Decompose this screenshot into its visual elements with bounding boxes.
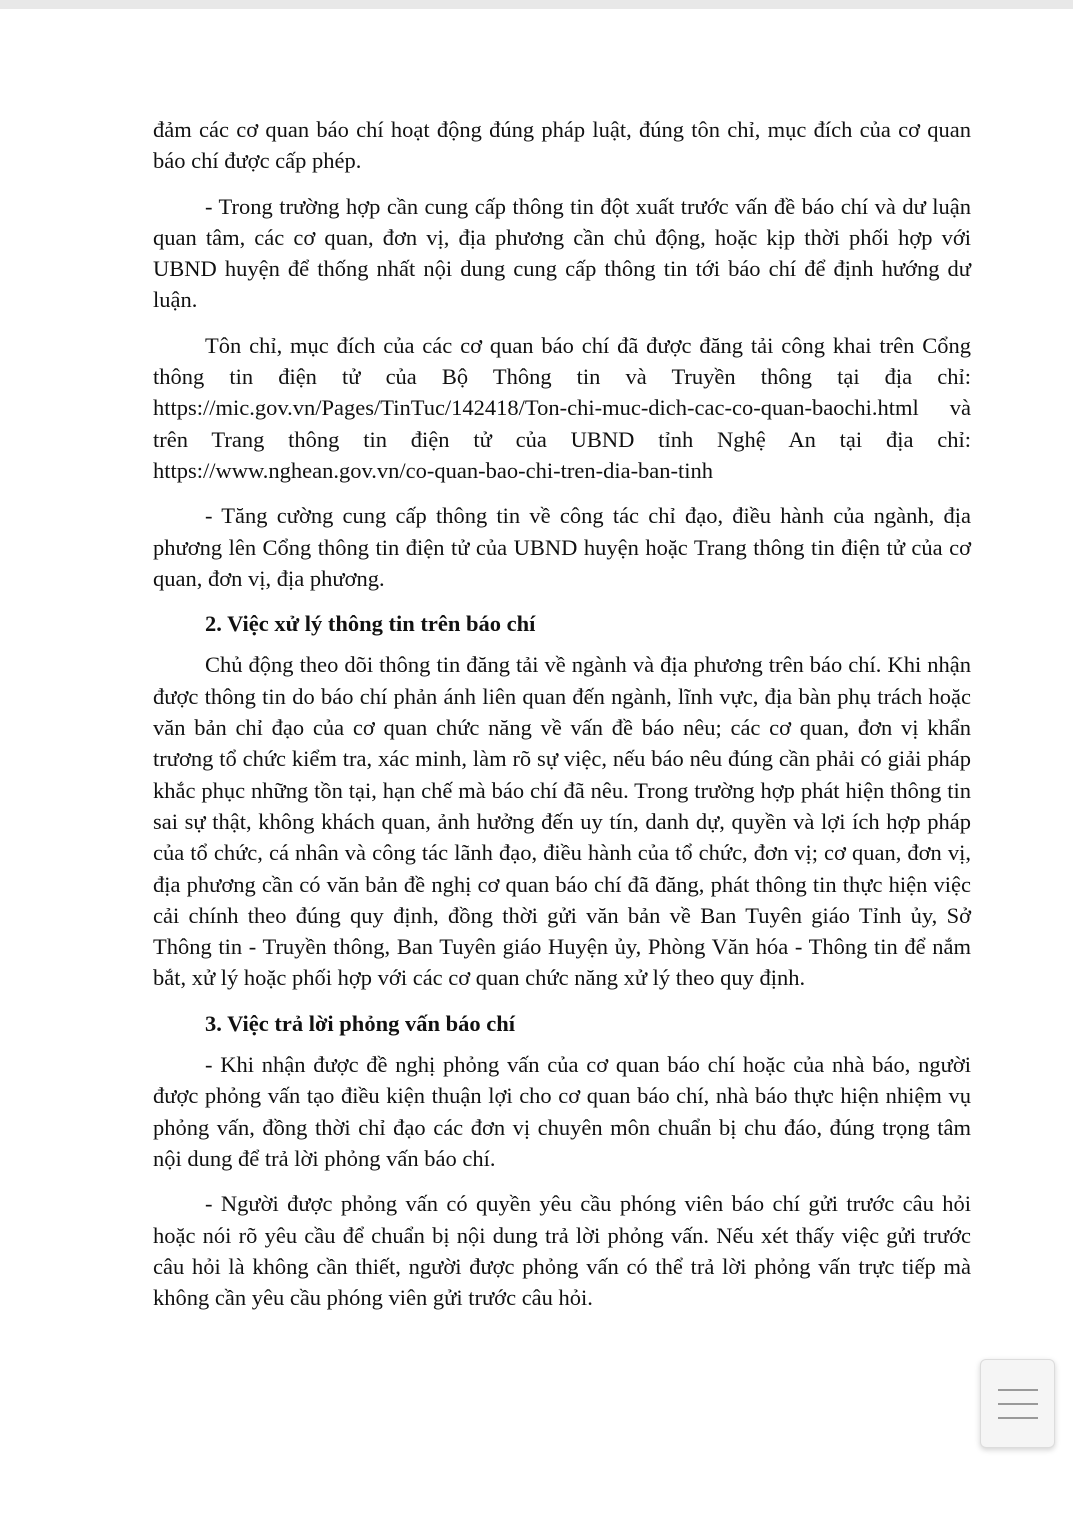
section-heading-2: 2. Việc xử lý thông tin trên báo chí [205,611,536,637]
paragraph-7: - Người được phỏng vấn có quyền yêu cầu phóng viên báo chí gửi trước câu hỏi hoặc nói rõ yêu cầu để chuẩn bị nội dung trả lời phỏng vấn. Nếu xét thấy việc gửi trước câu hỏi là không cần thiết, người được phỏng vấn có thể trả lời phỏng vấn trực tiếp mà không cần yêu cầu phóng viên gửi trước câu hỏi. [153,1191,971,1311]
paragraph-1: đảm các cơ quan báo chí hoạt động đúng pháp luật, đúng tôn chỉ, mục đích của cơ quan báo chí được cấp phép. [153,117,971,174]
paragraph-4: - Tăng cường cung cấp thông tin về công tác chỉ đạo, điều hành của ngành, địa phương lên Cổng thông tin điện tử của UBND huyện hoặc Trang thông tin điện tử của cơ quan, đơn vị, địa phương. [153,503,971,591]
paragraph-3: Tôn chỉ, mục đích của các cơ quan báo chí đã được đăng tải công khai trên Cổng thông tin điện tử của Bộ Thông tin và Truyền thông tại địa chỉ: https://mic.gov.vn/Pages/TinTuc/142418/Ton-chi-muc-dich-cac-co-quan-baochi.html và trên Trang thông tin điện tử của UBND tỉnh Nghệ An tại địa chỉ: https://www.nghean.gov.vn/co-quan-bao-chi-tren-dia-ban-tinh [153,332,971,483]
document-page [153,114,971,1327]
viewer-top-bar [0,0,1073,9]
section-heading-3: 3. Việc trả lời phỏng vấn báo chí [205,1010,515,1036]
paragraph-2: - Trong trường hợp cần cung cấp thông tin đột xuất trước vấn đề báo chí và dư luận quan tâm, các cơ quan, đơn vị, địa phương cần chủ động, hoặc kịp thời phối hợp với UBND huyện để thống nhất nội dung cung cấp thông tin tới báo chí để định hướng dư luận. [153,193,971,313]
menu-button[interactable] [980,1359,1055,1448]
paragraph-6: - Khi nhận được đề nghị phỏng vấn của cơ quan báo chí hoặc của nhà báo, người được phỏng vấn tạo điều kiện thuận lợi cho cơ quan báo chí, nhà báo thực hiện nhiệm vụ phỏng vấn, đồng thời chỉ đạo các đơn vị chuyên môn chuẩn bị chu đáo, đúng trọng tâm nội dung để trả lời phỏng vấn báo chí. [153,1052,971,1171]
paragraph-5: Chủ động theo dõi thông tin đăng tải về ngành và địa phương trên báo chí. Khi nhận được thông tin do báo chí phản ánh liên quan đến ngành, lĩnh vực, địa bàn phụ trách hoặc văn bản chỉ đạo của cơ quan chức năng về vấn đề báo nêu; các cơ quan, đơn vị khẩn trương tổ chức kiểm tra, xác minh, làm rõ sự việc, nếu báo nêu đúng cần phải có giải pháp khắc phục những tồn tại, hạn chế mà báo chí đã nêu. Trong trường hợp phát hiện thông tin sai sự thật, không khách quan, ảnh hưởng đến uy tín, danh dự, quyền và lợi ích hợp pháp của tổ chức, cá nhân và công tác lãnh đạo, điều hành của tổ chức, đơn vị; cơ quan, đơn vị, địa phương cần có văn bản đề nghị cơ quan báo chí đã đăng, phát thông tin thực hiện việc cải chính theo đúng quy định, đồng thời gửi văn bản về Ban Tuyên giáo Tỉnh ủy, Sở Thông tin - Truyền thông, Ban Tuyên giáo Huyện ủy, Phòng Văn hóa - Thông tin để nắm bắt, xử lý hoặc phối hợp với các cơ quan chức năng xử lý theo quy định. [153,652,971,991]
